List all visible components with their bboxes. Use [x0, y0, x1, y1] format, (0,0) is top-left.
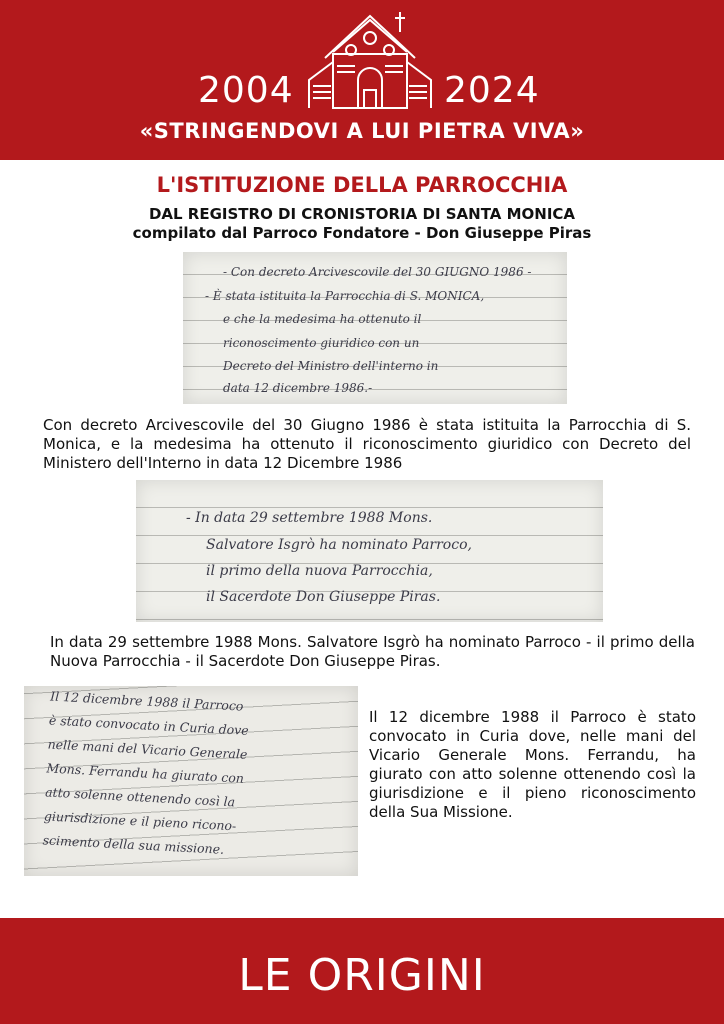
handwriting-line: Salvatore Isgrò ha nominato Parroco,: [206, 537, 472, 553]
entry-text-3: Il 12 dicembre 1988 il Parroco è stato convocato in Curia dove, nelle mani del Vicario Generale Mons. Ferrandu, ha giurato con atto solenne ottenendo così la giurisdizione e il pieno riconoscimento della Sua Missione.: [369, 708, 696, 821]
year-end: 2024: [444, 70, 540, 111]
handwriting-line: - Con decreto Arcivescovile del 30 GIUGNO 1986 -: [223, 265, 532, 279]
handwriting-line: data 12 dicembre 1986.-: [223, 381, 373, 395]
handwriting-line: è stato convocato in Curia dove: [48, 712, 250, 738]
year-start: 2004: [198, 70, 294, 111]
handwriting-line: e che la medesima ha ottenuto il: [223, 312, 422, 326]
handwriting-line: il Sacerdote Don Giuseppe Piras.: [206, 589, 441, 605]
register-photo-3: [24, 686, 358, 876]
handwriting-line: nelle mani del Vicario Generale: [47, 736, 248, 762]
church-icon: [303, 10, 437, 110]
subtitle-line-2: compilato dal Parroco Fondatore - Don Giuseppe Piras: [132, 224, 592, 242]
handwriting-line: - In data 29 settembre 1988 Mons.: [186, 510, 433, 526]
register-photo-1: [183, 252, 567, 404]
handwriting-line: riconoscimento giuridico con un: [223, 336, 420, 350]
register-photo-2: [136, 480, 603, 622]
handwriting-line: Decreto del Ministro dell'interno in: [223, 359, 439, 373]
motto: «STRINGENDOVI A LUI PIETRA VIVA»: [139, 119, 585, 143]
page-title: L'ISTITUZIONE DELLA PARROCCHIA: [156, 173, 568, 197]
entry-text-2: In data 29 settembre 1988 Mons. Salvatore Isgrò ha nominato Parroco - il primo della Nuova Parrocchia - il Sacerdote Don Giuseppe Piras.: [50, 633, 695, 670]
handwriting-line: il primo della nuova Parrocchia,: [206, 563, 433, 579]
handwriting-line: atto solenne ottenendo così la: [44, 784, 236, 810]
subtitle-line-1: DAL REGISTRO DI CRONISTORIA DI SANTA MONICA: [148, 205, 576, 223]
handwriting-line: Mons. Ferrandu ha giurato con: [46, 760, 245, 786]
footer-title: LE ORIGINI: [238, 950, 486, 1001]
handwriting-line: scimento della sua missione.: [42, 832, 225, 857]
handwriting-line: Il 12 dicembre 1988 il Parroco: [49, 688, 244, 714]
handwriting-line: giurisdizione e il pieno ricono-: [43, 808, 237, 834]
entry-text-1: Con decreto Arcivescovile del 30 Giugno 1986 è stata istituita la Parrocchia di S. Monica, e la medesima ha ottenuto il riconoscimento giuridico con Decreto del Ministero dell'Interno in data 12 Dicembre 1986: [43, 416, 691, 472]
handwriting-line: - È stata istituita la Parrocchia di S. MONICA,: [205, 289, 485, 303]
